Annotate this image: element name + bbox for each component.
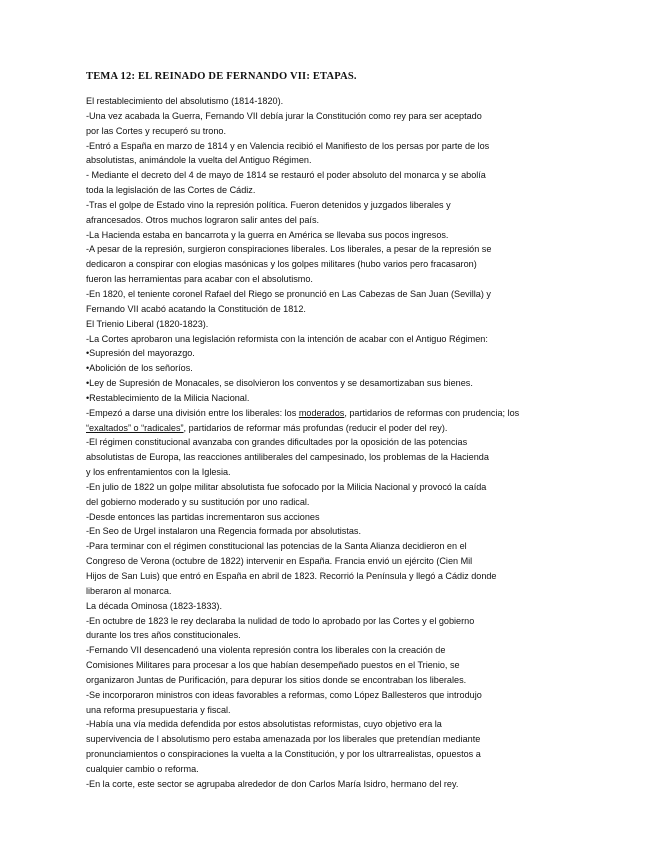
text-line: -En octubre de 1823 le rey declaraba la nulidad de todo lo aprobado por las Cortes y el gobierno	[86, 615, 475, 626]
text-line: -Una vez acabada la Guerra, Fernando VII debía jurar la Constitución como rey para ser aceptado	[86, 110, 482, 121]
document-body	[86, 94, 576, 792]
text-line: “exaltados” o “radicales”, partidarios de reformar más profundas (reducir el poder del rey).	[86, 422, 448, 433]
text-line: •Supresión del mayorazgo.	[86, 348, 195, 359]
text-line: -Había una vía medida defendida por estos absolutistas reformistas, cuyo objetivo era la	[86, 719, 442, 730]
text-line: durante los tres años constitucionales.	[86, 630, 241, 641]
text-line: absolutistas, animándole la vuelta del Antiguo Régimen.	[86, 155, 312, 166]
text-line: -La Cortes aprobaron una legislación reformista con la intención de acabar con el Antiguo Régimen:	[86, 333, 488, 344]
text-line: Congreso de Verona (octubre de 1822) intervenir en España. Francia envió un ejército (Cien Mil	[86, 556, 473, 567]
underlined-term: “exaltados” o “radicales”	[86, 422, 184, 433]
text-line: liberaron al monarca.	[86, 585, 172, 596]
text-line: -Empezó a darse una división entre los liberales: los moderados, partidarios de reformas con prudencia; los	[86, 407, 520, 418]
text-line: -En julio de 1822 un golpe militar absolutista fue sofocado por la Milicia Nacional y provocó la caída	[86, 481, 487, 492]
text-line: Comisiones Militares para procesar a los que habían desempeñado puestos en el Trienio, se	[86, 660, 460, 671]
text-line: -En 1820, el teniente coronel Rafael del Riego se pronunció en Las Cabezas de San Juan (Sevilla) y	[86, 288, 491, 299]
document-title: TEMA 12: EL REINADO DE FERNANDO VII: ETAPAS.	[86, 71, 357, 82]
text-line: •Restablecimiento de la Milicia Nacional.	[86, 392, 250, 403]
text-line: -El régimen constitucional avanzaba con grandes dificultades por la oposición de las potencias	[86, 437, 468, 448]
text-line: absolutistas de Europa, las reacciones antiliberales del campesinado, los problemas de la Hacienda	[86, 452, 489, 463]
text-line: fueron las herramientas para acabar con el absolutismo.	[86, 274, 313, 285]
text-line: Hijos de San Luis) que entró en España en abril de 1823. Recorrió la Península y llegó a Cádiz donde	[86, 571, 497, 581]
text-line: -Fernando VII desencadenó una violenta represión contra los liberales con la creación de	[86, 645, 446, 656]
text-line: •Abolición de los señoríos.	[86, 363, 193, 374]
text-line: por las Cortes y recuperó su trono.	[86, 125, 227, 136]
text-line: -Para terminar con el régimen constitucional las potencias de la Santa Alianza decidieron en el	[86, 541, 467, 552]
text-line: y los enfrentamientos con la Iglesia.	[86, 467, 231, 478]
text-line: organizaron Juntas de Purificación, para depurar los sitios donde se encontraban los liberales.	[86, 674, 467, 685]
text-line: -En Seo de Urgel instalaron una Regencia formada por absolutistas.	[86, 526, 361, 537]
text-line: afrancesados. Otros muchos lograron salir antes del país.	[86, 214, 320, 225]
text-line: cualquier cambio o reforma.	[86, 763, 199, 774]
text-line: -En la corte, este sector se agrupaba alrededor de don Carlos María Isidro, hermano del rey.	[86, 778, 459, 789]
text-line: -Entró a España en marzo de 1814 y en Valencia recibió el Manifiesto de los persas por parte de los	[86, 140, 490, 151]
text-line: El restablecimiento del absolutismo (1814-1820).	[86, 96, 284, 106]
text-line: -La Hacienda estaba en bancarrota y la guerra en América se llevaba sus pocos ingresos.	[86, 229, 449, 240]
text-line: •Ley de Supresión de Monacales, se disolvieron los conventos y se desamortizaban sus bienes.	[86, 378, 473, 389]
text-line: -Desde entonces las partidas incrementaron sus acciones	[86, 511, 320, 522]
text-line: del gobierno moderado y su sustitución por uno radical.	[86, 496, 310, 507]
text-line: El Trienio Liberal (1820-1823).	[86, 318, 209, 329]
text-line: toda la legislación de las Cortes de Cádiz.	[86, 185, 256, 196]
text-line: -Se incorporaron ministros con ideas favorables a reformas, como López Ballesteros que introdujo	[86, 689, 482, 700]
text-line: supervivencia de l absolutismo pero estaba amenazada por los liberales que pretendían mediante	[86, 734, 481, 745]
underlined-term: moderados	[298, 407, 345, 418]
text-line: Fernando VII acabó acatando la Constitución de 1812.	[86, 303, 306, 314]
text-line: una reforma presupuestaria y fiscal.	[86, 704, 231, 715]
text-line: -A pesar de la represión, surgieron conspiraciones liberales. Los liberales, a pesar de la represión se	[86, 244, 492, 255]
text-line: dedicaron a conspirar con elogias masónicas y los golpes militares (hubo varios pero fracasaron)	[86, 259, 477, 270]
text-line: La década Ominosa (1823-1833).	[86, 600, 222, 611]
text-line: pronunciamientos o conspiraciones la vuelta a la Constitución, y por los ultrarrealistas, opuestos a	[86, 749, 481, 760]
text-line: -Tras el golpe de Estado vino la represión política. Fueron detenidos y juzgados liberales y	[86, 199, 451, 210]
text-line: - Mediante el decreto del 4 de mayo de 1814 se restauró el poder absoluto del monarca y se abolía	[86, 170, 486, 181]
